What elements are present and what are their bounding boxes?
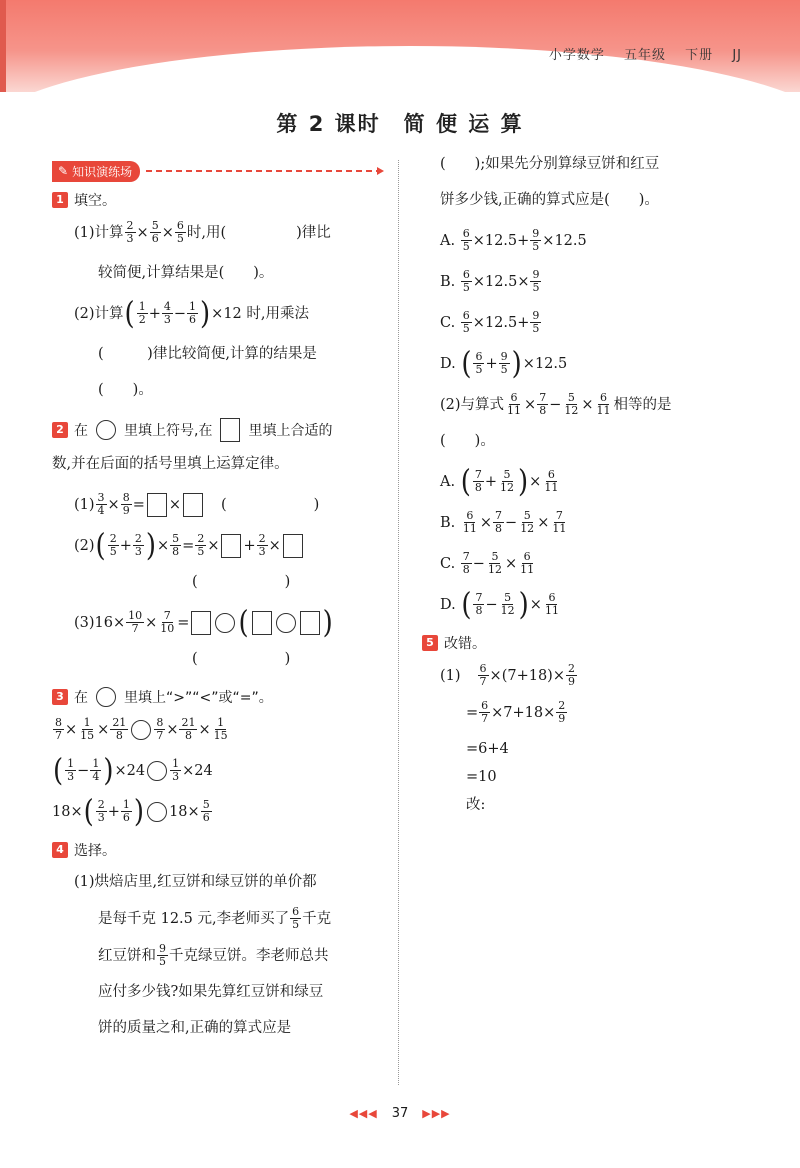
q5-step1 [440,663,760,688]
grade: 五年级 [624,48,667,63]
q1-p2-text-b: ×12 时,用乘法 [211,305,309,322]
frac: $\frac{6}{5}$ [475,350,483,376]
q4-head [52,840,382,860]
q2-p1: (1) $\frac{3}{4}$ × $\frac{8}{9}$ = × ( ) [74,491,320,517]
section-tag [52,160,382,182]
frac: $\frac{6}{11}$ [520,550,535,576]
frac: $\frac{2}{3}$ [134,532,142,558]
q1-p2-text-d: ( )。 [98,382,153,398]
q4-2-option-d[interactable]: D. ( $\frac{7}{8}$ − $\frac{5}{12}$ ) × $\frac{6}{11}$ [440,586,559,623]
frac: $\frac{2}{3}$ [97,798,105,824]
q4-text: 千克 [302,910,332,927]
q4-1-option-c[interactable]: C. $\frac{6}{5}$ ×12.5 + $\frac{9}{5}$ [440,309,540,335]
frac: $\frac{6}{11}$ [544,468,559,494]
q2-p3-label: (3)16× [74,614,126,631]
q1-p2-line3 [52,378,382,402]
frac: $\frac{2}{3}$ [126,219,134,245]
section-dash [146,170,382,172]
frac: $\frac{6}{5}$ [462,268,470,294]
q5-text: = [466,704,479,721]
frac: $\frac{9}{5}$ [532,227,540,253]
law-paren[interactable]: ( ) [192,651,291,667]
law-paren[interactable]: ( ) [192,574,291,590]
circle-blank[interactable] [215,613,235,633]
frac: $\frac{5}{12}$ [487,550,502,576]
next-arrows-icon: ▶▶▶ [422,1107,451,1120]
frac: $\frac{1}{15}$ [80,716,95,742]
q1-p2-text-c: ( )律比较简便,计算的结果是 [98,346,317,362]
frac: $\frac{21}{8}$ [112,716,127,742]
option-label: B. [440,273,456,290]
q5-text: =6+4 [466,741,509,757]
q2-text-a: 在 [74,423,88,439]
circle-blank[interactable] [96,687,116,707]
page-footer [0,1106,800,1121]
q5-correction[interactable] [440,793,760,817]
q4-1-option-d[interactable]: D. ( $\frac{6}{5}$ + $\frac{9}{5}$ ) ×12.5 [440,345,568,382]
q4-l1 [52,870,382,894]
q3-number: 3 [52,689,68,705]
option-label: A. [440,473,456,490]
q1-p2-line1: (2)计算 ( $\frac{1}{2}$ + $\frac{4}{3}$ − $\frac{1}{6}$ ) ×12 时,用乘法 [74,295,309,332]
q5-text: ×7+18× [491,704,556,721]
frac: $\frac{2}{3}$ [258,532,266,558]
prev-arrows-icon: ◀◀◀ [349,1107,378,1120]
q3-row2: ( $\frac{1}{3}$ − $\frac{1}{4}$ ) ×24 $\frac{1}{3}$ ×24 [53,752,213,789]
box-blank[interactable] [183,493,203,517]
frac: $\frac{7}{8}$ [495,509,503,535]
frac: $\frac{8}{9}$ [122,491,130,517]
q4-2-option-a[interactable]: A. ( $\frac{7}{8}$ + $\frac{5}{12}$ ) × $\frac{6}{11}$ [440,463,559,500]
circle-blank[interactable] [147,802,167,822]
section-label [52,161,140,182]
q3-row3-text: 18× [52,803,83,820]
edition: JJ [732,48,742,63]
option-label: B. [440,514,456,531]
q4-l5 [52,1016,382,1040]
q5-step4 [440,765,760,789]
q4-text: 饼多少钱,正确的算式应是( )。 [440,192,659,208]
q1-number: 1 [52,192,68,208]
frac: $\frac{6}{11}$ [462,509,477,535]
frac: $\frac{2}{9}$ [568,662,575,688]
box-blank[interactable] [300,611,320,635]
frac: $\frac{7}{8}$ [475,591,483,617]
q4-text: 相等的是 [613,396,672,413]
frac: $\frac{7}{8}$ [539,391,547,417]
right-column [426,152,760,829]
option-label: C. [440,314,456,331]
frac: $\frac{7}{10}$ [160,609,175,635]
q2-text-b: 里填上符号,在 [124,423,213,439]
q4-1-option-a[interactable]: A. $\frac{6}{5}$ ×12.5 + $\frac{9}{5}$ ×12.5 [440,227,587,253]
q4-text: (2)与算式 [440,396,505,413]
q3-row1: $\frac{8}{7}$ × $\frac{1}{15}$ × $\frac{21}{8}$ $\frac{8}{7}$ × $\frac{21}{8}$ × $\frac{1}{15}$ [55,716,228,742]
q4-1-option-b[interactable]: B. $\frac{6}{5}$ ×12.5 × $\frac{9}{5}$ [440,268,540,294]
q2-p3: (3)16× $\frac{10}{7}$ × $\frac{7}{10}$ = ( ) [74,604,333,641]
frac: $\frac{9}{5}$ [532,268,540,294]
pencil-icon: ✎ [58,164,69,178]
circle-blank[interactable] [131,720,151,740]
book-series [535,44,742,63]
circle-blank[interactable] [147,761,167,781]
option-text: ×12.5 [472,273,518,290]
frac: $\frac{6}{7}$ [479,662,487,688]
box-blank[interactable] [221,534,241,558]
frac: $\frac{6}{11}$ [507,391,522,417]
frac: $\frac{5}{12}$ [500,591,515,617]
column-divider [398,160,399,1085]
frac: $\frac{4}{3}$ [163,300,171,326]
q1-p1-text-c: )律比 [296,224,331,241]
q1-p1-line1: (1)计算 $\frac{2}{3}$ × $\frac{5}{6}$ × $\frac{6}{5}$ 时,用( )律比 [74,219,331,245]
q3-text-b: 里填上“>”“<”或“=”。 [124,690,273,706]
frac: $\frac{1}{4}$ [92,757,100,783]
option-text: ×12.5 [542,232,587,249]
circle-blank[interactable] [276,613,296,633]
q2-text-c: 里填上合适的 [248,423,333,439]
frac: $\frac{3}{4}$ [97,491,105,517]
q5-step2 [440,700,760,725]
frac: $\frac{6}{11}$ [596,391,611,417]
q4-title: 选择。 [74,843,116,859]
q1-head [52,190,382,210]
section-label-text: 知识演练场 [72,164,133,179]
option-text: ×12.5 [472,314,518,331]
page-number: 37 [391,1106,409,1121]
q4-2-option-b[interactable]: B. $\frac{6}{11}$ × $\frac{7}{8}$ − $\frac{5}{12}$ × $\frac{7}{11}$ [440,509,567,535]
q4-2-line1: (2)与算式 $\frac{6}{11}$ × $\frac{7}{8}$ − $\frac{5}{12}$ × $\frac{6}{11}$ 相等的是 [440,391,672,417]
q4-number: 4 [52,842,68,858]
frac: $\frac{1}{6}$ [189,300,197,326]
frac: $\frac{1}{3}$ [172,757,180,783]
frac: $\frac{6}{11}$ [544,591,559,617]
q5-head [422,633,760,653]
q2-p2-paren-line [52,570,382,594]
frac: $\frac{5}{6}$ [151,219,159,245]
q2-p2-label: (2) [74,537,95,554]
frac: $\frac{1}{3}$ [67,757,75,783]
option-text: ×12.5 [472,232,518,249]
q5-number: 5 [422,635,438,651]
frac: $\frac{6}{7}$ [481,699,489,725]
q5-step3 [440,737,760,761]
frac: $\frac{7}{11}$ [552,509,567,535]
frac: $\frac{6}{5}$ [462,309,470,335]
box-blank[interactable] [147,493,167,517]
q1-p1-line2 [52,261,382,285]
frac: $\frac{2}{5}$ [197,532,205,558]
q1-p2-line2 [52,342,382,366]
q5-text: 改: [466,797,486,813]
q1-p1-text-d: 较简便,计算结果是( )。 [98,265,274,281]
q2-line2 [52,452,382,476]
q4-text: 千克绿豆饼。李老师总共 [169,947,329,964]
q5-text: =10 [466,769,497,785]
option-label: D. [440,596,456,613]
frac: $\frac{6}{5}$ [292,905,300,931]
frac: $\frac{5}{12}$ [500,468,515,494]
q5-text: ×(7+18)× [489,667,565,684]
subject: 小学数学 [548,48,605,63]
box-blank[interactable] [283,534,303,558]
box-blank[interactable] [252,611,272,635]
frac: $\frac{9}{5}$ [532,309,540,335]
q4-l6 [440,152,760,176]
q2-head [52,418,382,442]
frac: $\frac{2}{9}$ [558,699,566,725]
frac: $\frac{5}{6}$ [202,798,210,824]
q4-text: (1)烘焙店里,红豆饼和绿豆饼的单价都 [74,874,317,890]
q4-text: ( )。 [440,433,495,449]
q4-text: 应付多少钱?如果先算红豆饼和绿豆 [98,984,324,1000]
frac: $\frac{9}{5}$ [500,350,508,376]
q4-text: ( );如果先分别算绿豆饼和红豆 [440,156,660,172]
q3-head [52,687,382,707]
q4-l7 [440,188,760,212]
q5-title: 改错。 [444,636,486,652]
frac: $\frac{10}{7}$ [128,609,143,635]
law-paren[interactable]: ( ) [221,496,320,513]
q2-number: 2 [52,422,68,438]
frac: $\frac{21}{8}$ [181,716,196,742]
frac: $\frac{7}{8}$ [474,468,482,494]
q4-l2 [52,906,382,931]
q4-2-option-c[interactable]: C. $\frac{7}{8}$ − $\frac{5}{12}$ × $\frac{6}{11}$ [440,550,535,576]
q2-text-d: 数,并在后面的括号里填上运算定律。 [52,456,289,472]
frac: $\frac{1}{6}$ [122,798,130,824]
q2-p3-paren-line [52,647,382,671]
frac: $\frac{2}{5}$ [109,532,117,558]
option-text: ×12.5 [522,355,568,372]
box-blank[interactable] [191,611,211,635]
q4-l4 [52,980,382,1004]
frac: $\frac{9}{5}$ [159,942,166,968]
frac: $\frac{6}{5}$ [176,219,184,245]
q1-title: 填空。 [74,193,116,209]
frac: $\frac{6}{5}$ [462,227,470,253]
box-blank[interactable] [220,418,240,442]
band-edge [0,0,6,92]
q2-p1-label: (1) [74,496,95,513]
q1-p1-text-a: (1)计算 [74,224,124,241]
q1-p2-text-a: (2)计算 [74,305,124,322]
q3-row3: 18× ( $\frac{2}{3}$ + $\frac{1}{6}$ ) 18× $\frac{5}{6}$ [52,793,210,830]
frac: $\frac{5}{8}$ [172,532,180,558]
circle-blank[interactable] [96,420,116,440]
frac: $\frac{5}{12}$ [564,391,579,417]
q4-2-line2 [440,429,760,453]
frac: $\frac{1}{15}$ [213,716,228,742]
q4-text: 红豆饼和 [98,947,156,964]
option-label: A. [440,232,456,249]
volume: 下册 [685,48,714,63]
q3-text-a: 在 [74,690,88,706]
lesson-title: 第 2 课时 简 便 运 算 [276,112,524,136]
q1-p1-text-b: 时,用( [186,224,227,241]
frac: $\frac{8}{7}$ [156,716,164,742]
frac: $\frac{1}{2}$ [138,300,146,326]
q4-l3 [52,943,382,968]
q2-p2: (2) ( $\frac{2}{5}$ + $\frac{2}{3}$ ) × $\frac{5}{8}$ = $\frac{2}{5}$ × + $\frac{2}{3}$ × [52,533,382,558]
option-label: C. [440,555,456,572]
q4-text: 是每千克 12.5 元,李老师买了 [98,910,290,927]
frac: $\frac{5}{12}$ [520,509,535,535]
left-column [52,160,382,1052]
frac: $\frac{8}{7}$ [55,716,62,742]
frac: $\frac{7}{8}$ [462,550,470,576]
q5-label: (1) [440,667,461,684]
q4-text: 饼的质量之和,正确的算式应是 [98,1020,292,1036]
option-label: D. [440,355,456,372]
